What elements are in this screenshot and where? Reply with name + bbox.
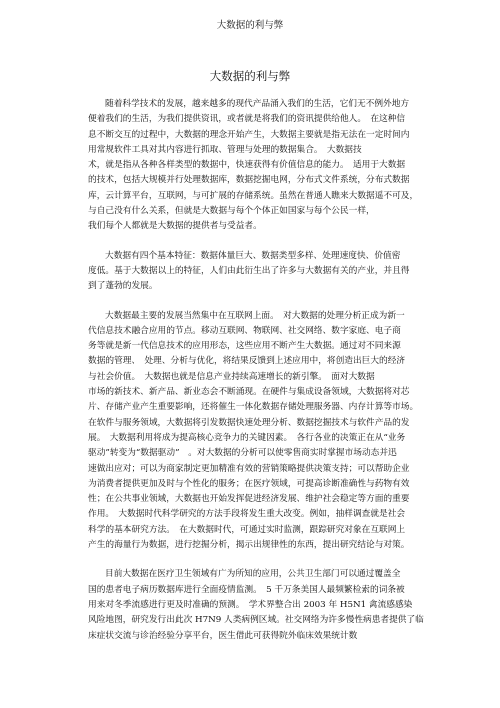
text-line: 术，就是指从各种各样类型的数据中，快速获得有价值信息的能力。 适用于大数据 <box>88 160 406 171</box>
text-line: 用常规软件工具对其内容进行抓取、管理与处理的数据集合。 大数据技 <box>88 144 362 155</box>
text-line: 片、存储产业产生重要影响，还将催生一体化数据存储处理服务器、内存计算等市场。 <box>88 402 419 413</box>
text-line: 与自己没有什么关系，但就是大数据与每个个体正如国家与每个公民一样， <box>88 206 375 217</box>
text-line: 务等就是新一代信息技术的应用形态，这些应用不断产生大数据。通过对不同来源 <box>88 341 401 352</box>
text-line: 国的患者电子病历数据库进行全面疫情监测。 5 千万条美国人最频繁检索的词条被 <box>88 584 405 595</box>
text-line: 展。 大数据利用将成为提高核心竞争力的关键因素。 各行各业的决策正在从“业务 <box>88 432 406 443</box>
text-line: 风险地图，研究发行出此次 H7N9 人类病例区域。社交网络为许多慢性病患者提供了临 <box>88 615 424 626</box>
text-line: 大数据最主要的发展当然集中在互联网上面。 对大数据的处理分析正成为新一 <box>105 310 405 321</box>
page-header: 大数据的利与弊 <box>216 20 284 31</box>
paragraph-internet <box>88 309 434 554</box>
document-body <box>88 97 434 658</box>
text-line: 目前大数据在医疗卫生领域有广为所知的应用，公共卫生部门可以通过覆盖全 <box>105 569 401 580</box>
text-line: 产生的海量行为数据，进行挖掘分析，揭示出规律性的东西，提出研究结论与对策。 <box>88 540 410 551</box>
text-line: 代信息技术融合应用的节点。移动互联网、物联网、社交网络、数字家庭、电子商 <box>88 325 401 336</box>
paragraph-features <box>88 249 434 295</box>
text-line: 的技术，包括大规模并行处理数据库，数据挖掘电网，分布式文件系统，分布式数据 <box>88 175 410 186</box>
paragraph-intro <box>88 97 434 235</box>
text-line: 到了蓬勃的发展。 <box>88 281 158 292</box>
text-line: 床症状交流与诊治经验分享平台，医生借此可获得院外临床效果统计数 <box>88 630 358 641</box>
text-line: 库，云计算平台，互联网，与可扩展的存储系统。虽然在普通人瞧来大数据遥不可及， <box>88 190 419 201</box>
text-line: 我们每个人都就是大数据的提供者与受益者。 <box>88 221 262 232</box>
text-line: 数据的管理、 处理、分析与优化，将结果反馈到上述应用中，将创造出巨大的经济 <box>88 356 406 367</box>
paragraph-healthcare <box>88 567 434 643</box>
text-line: 作用。 大数据时代科学研究的方法手段将发生重大改变。例如，抽样调查就是社会 <box>88 509 406 520</box>
text-line: 随着科学技术的发展，越来越多的现代产品涌入我们的生活，它们无不例外地方 <box>105 99 410 109</box>
text-line: 市场的新技术、新产品、新业态会不断涌现。在硬件与集成设备领域，大数据将对芯 <box>88 387 410 398</box>
text-line: 为消费者提供更加及时与个性化的服务；在医疗领域，可提高诊断准确性与药物有效 <box>88 478 410 489</box>
text-line: 速做出应对；可以为商家制定更加精准有效的营销策略提供决策支持；可以帮助企业 <box>88 463 410 474</box>
text-line: 用来对冬季流感进行更及时准确的预测。 学术界整合出 2003 年 H5N1 禽流感感染 <box>88 599 413 610</box>
text-line: 科学的基本研究方法。 在大数据时代，可通过实时监测，跟踪研究对象在互联网上 <box>88 524 406 535</box>
text-line: 度低。基于大数据以上的特征，人们由此衍生出了许多与大数据有关的产业，并且得 <box>88 265 410 276</box>
text-line: 与社会价值。 大数据也就是信息产业持续高速增长的新引擎。 面对大数据 <box>88 371 375 382</box>
text-line: 便着我们的生活，为我们提供资讯，或者就是将我们的资讯提供给他人。 在这种信 <box>88 114 406 125</box>
text-line: 在软件与服务领域，大数据将引发数据快速处理分析、数据挖掘技术与软件产品的发 <box>88 417 410 428</box>
text-line: 性；在公共事业领域，大数据也开始发挥促进经济发展、维护社会稳定等方面的重要 <box>88 494 410 505</box>
document-title: 大数据的利与弊 <box>209 69 291 83</box>
text-line: 驱动”转变为“数据驱动” 。对大数据的分析可以使零售商实时掌握市场动态并迅 <box>88 448 397 459</box>
text-line: 息不断交互的过程中，大数据的理念开始产生，大数据主要就是指无法在一定时间内 <box>88 129 410 140</box>
text-line: 大数据有四个基本特征：数据体量巨大、数据类型多样、处理速度快、价值密 <box>105 250 401 261</box>
